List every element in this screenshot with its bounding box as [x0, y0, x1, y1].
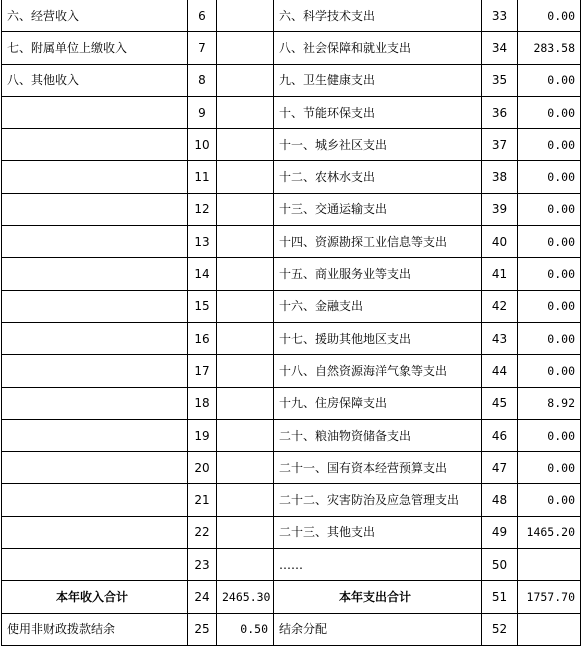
total-row: [2, 581, 581, 613]
expense-item-cell: 十七、援助其他地区支出: [274, 322, 482, 354]
expense-amount-cell: 0.00: [518, 0, 581, 32]
income-amount-cell: [217, 387, 274, 419]
table-row: [2, 452, 581, 484]
expense-amount-cell: 0.00: [518, 290, 581, 322]
expense-amount-cell: 0.00: [518, 322, 581, 354]
expense-line-number: 40: [482, 226, 518, 258]
expense-amount-cell: 1465.20: [518, 516, 581, 548]
income-item-cell: [2, 290, 188, 322]
income-line-number: 23: [188, 549, 217, 581]
expense-item-cell: ……: [274, 549, 482, 581]
expense-item-cell: 十九、住房保障支出: [274, 387, 482, 419]
income-amount-cell: 0.50: [217, 613, 274, 645]
income-item-cell: 八、其他收入: [2, 64, 188, 96]
expense-item-cell: 二十三、其他支出: [274, 516, 482, 548]
income-item-cell: [2, 322, 188, 354]
income-amount-cell: [217, 226, 274, 258]
income-item-cell: 本年收入合计: [2, 581, 188, 613]
expense-line-number: 39: [482, 193, 518, 225]
table-row: [2, 355, 581, 387]
income-amount-cell: [217, 452, 274, 484]
income-item-cell: [2, 387, 188, 419]
expense-line-number: 42: [482, 290, 518, 322]
income-amount-cell: [217, 355, 274, 387]
income-item-cell: [2, 193, 188, 225]
expense-amount-cell: 283.58: [518, 32, 581, 64]
expense-item-cell: 二十一、国有资本经营预算支出: [274, 452, 482, 484]
expense-line-number: 38: [482, 161, 518, 193]
income-amount-cell: [217, 516, 274, 548]
table-row: [2, 96, 581, 128]
table-row: [2, 64, 581, 96]
expense-item-cell: 十三、交通运输支出: [274, 193, 482, 225]
income-item-cell: [2, 161, 188, 193]
table-row: [2, 549, 581, 581]
expense-line-number: 50: [482, 549, 518, 581]
expense-item-cell: 十五、商业服务业等支出: [274, 258, 482, 290]
income-amount-cell: [217, 484, 274, 516]
expense-item-cell: 本年支出合计: [274, 581, 482, 613]
table-row: [2, 484, 581, 516]
expense-item-cell: 二十、粮油物资储备支出: [274, 419, 482, 451]
income-line-number: 13: [188, 226, 217, 258]
income-line-number: 16: [188, 322, 217, 354]
income-line-number: 11: [188, 161, 217, 193]
income-line-number: 8: [188, 64, 217, 96]
expense-amount-cell: 0.00: [518, 484, 581, 516]
expense-line-number: 33: [482, 0, 518, 32]
income-line-number: 10: [188, 129, 217, 161]
income-line-number: 21: [188, 484, 217, 516]
expense-line-number: 47: [482, 452, 518, 484]
income-amount-cell: [217, 322, 274, 354]
expense-line-number: 45: [482, 387, 518, 419]
income-item-cell: [2, 452, 188, 484]
income-line-number: 24: [188, 581, 217, 613]
income-amount-cell: 2465.30: [217, 581, 274, 613]
expense-line-number: 35: [482, 64, 518, 96]
table-row: [2, 419, 581, 451]
table-row: [2, 387, 581, 419]
income-item-cell: [2, 549, 188, 581]
expense-item-cell: 十、节能环保支出: [274, 96, 482, 128]
table-row: [2, 226, 581, 258]
expense-amount-cell: 0.00: [518, 226, 581, 258]
expense-amount-cell: [518, 613, 581, 645]
income-line-number: 15: [188, 290, 217, 322]
income-item-cell: [2, 129, 188, 161]
expense-line-number: 36: [482, 96, 518, 128]
income-item-cell: [2, 516, 188, 548]
table-row: [2, 290, 581, 322]
income-amount-cell: [217, 549, 274, 581]
expense-amount-cell: 8.92: [518, 387, 581, 419]
expense-amount-cell: 1757.70: [518, 581, 581, 613]
income-line-number: 17: [188, 355, 217, 387]
expense-line-number: 46: [482, 419, 518, 451]
expense-item-cell: 八、社会保障和就业支出: [274, 32, 482, 64]
expense-amount-cell: 0.00: [518, 193, 581, 225]
income-line-number: 9: [188, 96, 217, 128]
income-line-number: 22: [188, 516, 217, 548]
expense-item-cell: 十二、农林水支出: [274, 161, 482, 193]
table-row: [2, 322, 581, 354]
income-amount-cell: [217, 161, 274, 193]
expense-amount-cell: 0.00: [518, 64, 581, 96]
income-line-number: 7: [188, 32, 217, 64]
expense-item-cell: 二十二、灾害防治及应急管理支出: [274, 484, 482, 516]
table-row: [2, 129, 581, 161]
income-item-cell: [2, 258, 188, 290]
table-row: [2, 258, 581, 290]
expense-item-cell: 十六、金融支出: [274, 290, 482, 322]
expense-amount-cell: 0.00: [518, 355, 581, 387]
income-amount-cell: [217, 129, 274, 161]
income-amount-cell: [217, 96, 274, 128]
income-item-cell: 七、附属单位上缴收入: [2, 32, 188, 64]
expense-item-cell: 十八、自然资源海洋气象等支出: [274, 355, 482, 387]
income-item-cell: [2, 419, 188, 451]
expense-line-number: 41: [482, 258, 518, 290]
expense-line-number: 52: [482, 613, 518, 645]
table-row: [2, 516, 581, 548]
income-amount-cell: [217, 32, 274, 64]
table-row: [2, 613, 581, 645]
expense-line-number: 49: [482, 516, 518, 548]
expense-item-cell: 九、卫生健康支出: [274, 64, 482, 96]
expense-amount-cell: 0.00: [518, 96, 581, 128]
income-amount-cell: [217, 290, 274, 322]
expense-amount-cell: 0.00: [518, 161, 581, 193]
income-line-number: 18: [188, 387, 217, 419]
income-line-number: 12: [188, 193, 217, 225]
expense-amount-cell: [518, 549, 581, 581]
income-amount-cell: [217, 0, 274, 32]
expense-line-number: 37: [482, 129, 518, 161]
table-row: [2, 193, 581, 225]
income-amount-cell: [217, 419, 274, 451]
income-amount-cell: [217, 258, 274, 290]
table-row: [2, 32, 581, 64]
table-row: [2, 0, 581, 32]
income-line-number: 6: [188, 0, 217, 32]
expense-amount-cell: 0.00: [518, 419, 581, 451]
income-item-cell: 六、经营收入: [2, 0, 188, 32]
income-item-cell: 使用非财政拨款结余: [2, 613, 188, 645]
expense-amount-cell: 0.00: [518, 129, 581, 161]
income-item-cell: [2, 355, 188, 387]
income-line-number: 14: [188, 258, 217, 290]
expense-amount-cell: 0.00: [518, 258, 581, 290]
income-item-cell: [2, 96, 188, 128]
expense-item-cell: 十四、资源勘探工业信息等支出: [274, 226, 482, 258]
income-line-number: 20: [188, 452, 217, 484]
expense-item-cell: 六、科学技术支出: [274, 0, 482, 32]
expense-line-number: 48: [482, 484, 518, 516]
income-line-number: 19: [188, 419, 217, 451]
income-item-cell: [2, 226, 188, 258]
expense-line-number: 51: [482, 581, 518, 613]
expense-item-cell: 结余分配: [274, 613, 482, 645]
expense-line-number: 44: [482, 355, 518, 387]
income-line-number: 25: [188, 613, 217, 645]
table-body: [2, 0, 581, 645]
income-amount-cell: [217, 193, 274, 225]
income-expense-table: [1, 0, 581, 646]
expense-item-cell: 十一、城乡社区支出: [274, 129, 482, 161]
table-row: [2, 161, 581, 193]
expense-line-number: 43: [482, 322, 518, 354]
income-amount-cell: [217, 64, 274, 96]
expense-line-number: 34: [482, 32, 518, 64]
expense-amount-cell: 0.00: [518, 452, 581, 484]
income-item-cell: [2, 484, 188, 516]
